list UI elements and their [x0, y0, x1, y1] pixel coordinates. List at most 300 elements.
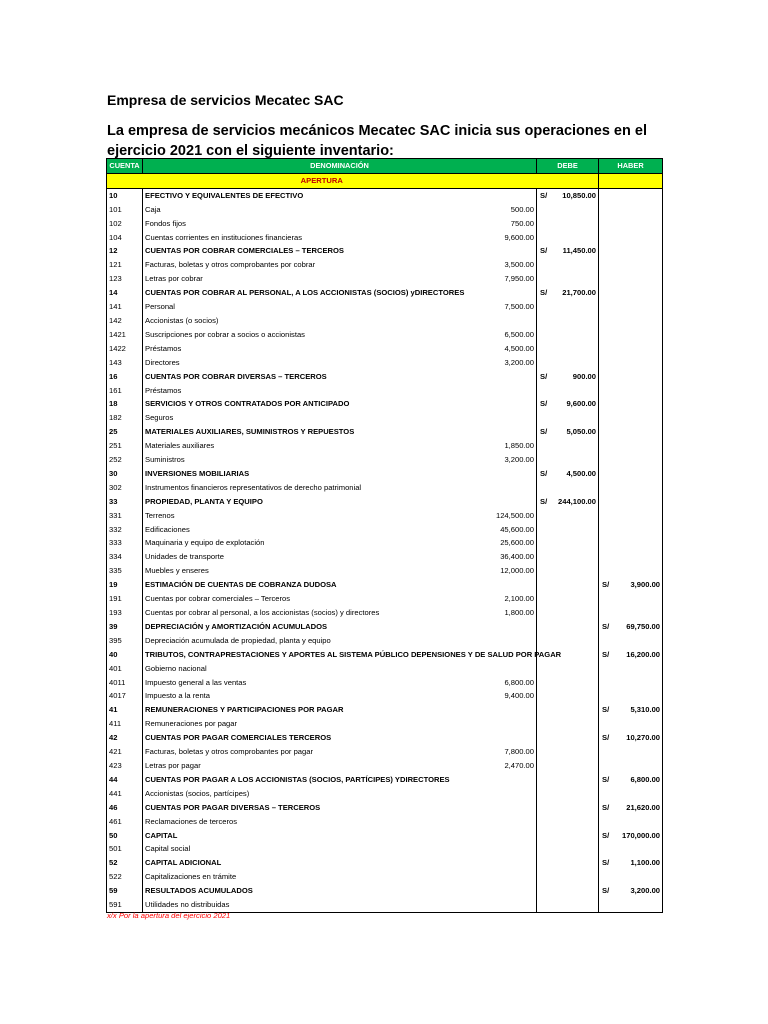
haber-currency: [599, 286, 615, 300]
debe-currency: [537, 703, 553, 717]
debe-currency: [537, 384, 553, 398]
account-code: 423: [107, 759, 143, 773]
account-code: 4017: [107, 689, 143, 703]
haber-currency: [599, 244, 615, 258]
subaccount-row: [107, 717, 663, 731]
header-debe: DEBE: [537, 159, 599, 174]
account-name: Seguros: [143, 411, 437, 425]
subaccount-row: [107, 523, 663, 537]
subaccount-amount: [437, 314, 537, 328]
haber-currency: [599, 397, 615, 411]
account-name: Impuesto general a las ventas: [143, 676, 437, 690]
debe-currency: [537, 787, 553, 801]
subaccount-amount: [437, 634, 537, 648]
subaccount-row: [107, 634, 663, 648]
debe-amount: 21,700.00: [553, 286, 599, 300]
account-code: 104: [107, 231, 143, 245]
subaccount-amount: [437, 801, 537, 815]
account-name: CAPITAL: [143, 829, 437, 843]
debe-currency: S/: [537, 397, 553, 411]
haber-currency: [599, 425, 615, 439]
subaccount-amount: [437, 870, 537, 884]
subaccount-row: [107, 411, 663, 425]
opening-inventory-table: [106, 158, 663, 913]
debe-amount: [553, 856, 599, 870]
debe-currency: [537, 856, 553, 870]
haber-currency: S/: [599, 620, 615, 634]
debe-amount: [553, 884, 599, 898]
subaccount-amount: 9,600.00: [437, 231, 537, 245]
account-row: [107, 188, 663, 202]
debe-amount: [553, 258, 599, 272]
debe-amount: 244,100.00: [553, 495, 599, 509]
debe-amount: [553, 717, 599, 731]
debe-currency: S/: [537, 425, 553, 439]
account-name: Personal: [143, 300, 437, 314]
haber-currency: [599, 328, 615, 342]
debe-amount: 5,050.00: [553, 425, 599, 439]
account-row: [107, 397, 663, 411]
account-code: 52: [107, 856, 143, 870]
haber-amount: [615, 870, 663, 884]
debe-currency: [537, 606, 553, 620]
haber-amount: [615, 481, 663, 495]
subaccount-row: [107, 203, 663, 217]
debe-amount: [553, 536, 599, 550]
haber-currency: [599, 272, 615, 286]
subaccount-row: [107, 314, 663, 328]
subaccount-row: [107, 258, 663, 272]
haber-amount: [615, 384, 663, 398]
debe-amount: [553, 759, 599, 773]
debe-amount: [553, 870, 599, 884]
account-name: Impuesto a la renta: [143, 689, 437, 703]
subaccount-row: [107, 759, 663, 773]
account-name: ESTIMACIÓN DE CUENTAS DE COBRANZA DUDOSA: [143, 578, 437, 592]
haber-currency: [599, 314, 615, 328]
haber-amount: 21,620.00: [615, 801, 663, 815]
account-code: 182: [107, 411, 143, 425]
haber-currency: [599, 634, 615, 648]
account-code: 39: [107, 620, 143, 634]
debe-currency: [537, 884, 553, 898]
debe-amount: [553, 314, 599, 328]
account-row: [107, 703, 663, 717]
header-haber: HABER: [599, 159, 663, 174]
account-row: [107, 286, 663, 300]
debe-amount: 4,500.00: [553, 467, 599, 481]
subaccount-row: [107, 384, 663, 398]
account-code: 25: [107, 425, 143, 439]
debe-amount: [553, 689, 599, 703]
debe-currency: S/: [537, 188, 553, 202]
haber-currency: [599, 231, 615, 245]
haber-amount: [615, 745, 663, 759]
haber-currency: [599, 536, 615, 550]
account-name: Remuneraciones por pagar: [143, 717, 437, 731]
debe-amount: [553, 328, 599, 342]
account-code: 333: [107, 536, 143, 550]
subaccount-row: [107, 328, 663, 342]
haber-currency: [599, 870, 615, 884]
haber-amount: [615, 815, 663, 829]
apertura-haber-cell: [599, 173, 663, 188]
subaccount-row: [107, 536, 663, 550]
subaccount-amount: [437, 384, 537, 398]
account-code: 143: [107, 356, 143, 370]
debe-amount: [553, 662, 599, 676]
account-row: [107, 244, 663, 258]
debe-amount: [553, 523, 599, 537]
subaccount-row: [107, 689, 663, 703]
subaccount-row: [107, 231, 663, 245]
debe-amount: [553, 801, 599, 815]
debe-amount: [553, 787, 599, 801]
haber-currency: [599, 842, 615, 856]
account-code: 421: [107, 745, 143, 759]
account-code: 40: [107, 648, 143, 662]
haber-currency: [599, 356, 615, 370]
subaccount-row: [107, 870, 663, 884]
account-code: 395: [107, 634, 143, 648]
subaccount-amount: 45,600.00: [437, 523, 537, 537]
account-row: [107, 884, 663, 898]
haber-currency: [599, 258, 615, 272]
subaccount-row: [107, 217, 663, 231]
haber-amount: 69,750.00: [615, 620, 663, 634]
account-code: 12: [107, 244, 143, 258]
haber-amount: [615, 411, 663, 425]
account-name: Accionistas (o socios): [143, 314, 437, 328]
debe-currency: [537, 439, 553, 453]
haber-amount: 3,900.00: [615, 578, 663, 592]
haber-currency: [599, 342, 615, 356]
account-name: Suministros: [143, 453, 437, 467]
subaccount-amount: 124,500.00: [437, 509, 537, 523]
debe-currency: [537, 411, 553, 425]
account-name: CAPITAL ADICIONAL: [143, 856, 437, 870]
subaccount-amount: 2,100.00: [437, 592, 537, 606]
debe-amount: [553, 439, 599, 453]
debe-currency: [537, 356, 553, 370]
haber-amount: [615, 676, 663, 690]
haber-amount: [615, 453, 663, 467]
haber-currency: [599, 759, 615, 773]
subaccount-amount: [437, 815, 537, 829]
haber-amount: [615, 425, 663, 439]
haber-amount: [615, 550, 663, 564]
haber-amount: 16,200.00: [615, 648, 663, 662]
account-code: 501: [107, 842, 143, 856]
account-name: Cuentas corrientes en instituciones financieras: [143, 231, 437, 245]
debe-currency: [537, 203, 553, 217]
account-row: [107, 578, 663, 592]
account-code: 33: [107, 495, 143, 509]
debe-currency: [537, 689, 553, 703]
account-name: Instrumentos financieros representativos de derecho patrimonial: [143, 481, 437, 495]
haber-amount: [615, 203, 663, 217]
subaccount-row: [107, 564, 663, 578]
account-name: MATERIALES AUXILIARES, SUMINISTROS Y REPUESTOS: [143, 425, 437, 439]
haber-amount: [615, 314, 663, 328]
subaccount-row: [107, 606, 663, 620]
account-code: 401: [107, 662, 143, 676]
haber-amount: [615, 606, 663, 620]
account-code: 41: [107, 703, 143, 717]
subaccount-amount: [437, 467, 537, 481]
haber-amount: [615, 231, 663, 245]
subaccount-amount: 3,500.00: [437, 258, 537, 272]
subaccount-amount: [437, 884, 537, 898]
account-code: 42: [107, 731, 143, 745]
account-row: [107, 801, 663, 815]
debe-currency: [537, 745, 553, 759]
account-name: Capitalizaciones en trámite: [143, 870, 437, 884]
haber-currency: S/: [599, 829, 615, 843]
haber-amount: [615, 286, 663, 300]
debe-currency: [537, 676, 553, 690]
haber-amount: [615, 759, 663, 773]
debe-currency: [537, 314, 553, 328]
debe-currency: [537, 342, 553, 356]
haber-currency: [599, 509, 615, 523]
account-code: 46: [107, 801, 143, 815]
account-row: [107, 467, 663, 481]
haber-amount: [615, 495, 663, 509]
debe-currency: [537, 898, 553, 912]
haber-currency: [599, 467, 615, 481]
debe-amount: [553, 384, 599, 398]
subaccount-row: [107, 356, 663, 370]
account-name: Directores: [143, 356, 437, 370]
account-code: 411: [107, 717, 143, 731]
account-code: 18: [107, 397, 143, 411]
haber-currency: [599, 453, 615, 467]
haber-amount: [615, 592, 663, 606]
account-name: Facturas, boletas y otros comprobantes por cobrar: [143, 258, 437, 272]
account-name: Facturas, boletas y otros comprobantes por pagar: [143, 745, 437, 759]
account-name: Cuentas por cobrar comerciales – Terceros: [143, 592, 437, 606]
debe-amount: [553, 217, 599, 231]
debe-amount: 10,850.00: [553, 188, 599, 202]
header-denominacion: DENOMINACIÓN: [143, 159, 537, 174]
haber-amount: [615, 842, 663, 856]
haber-amount: 3,200.00: [615, 884, 663, 898]
debe-amount: [553, 231, 599, 245]
debe-currency: [537, 815, 553, 829]
account-name: Caja: [143, 203, 437, 217]
account-name: Materiales auxiliares: [143, 439, 437, 453]
account-name: CUENTAS POR PAGAR COMERCIALES TERCEROS: [143, 731, 437, 745]
account-code: 193: [107, 606, 143, 620]
debe-currency: [537, 453, 553, 467]
haber-currency: [599, 217, 615, 231]
subaccount-row: [107, 745, 663, 759]
account-name: CUENTAS POR COBRAR COMERCIALES – TERCEROS: [143, 244, 437, 258]
debe-currency: S/: [537, 467, 553, 481]
account-code: 44: [107, 773, 143, 787]
debe-amount: [553, 342, 599, 356]
document-title: Empresa de servicios Mecatec SAC: [107, 92, 344, 108]
subaccount-amount: [437, 717, 537, 731]
subaccount-row: [107, 676, 663, 690]
debe-currency: [537, 481, 553, 495]
account-row: [107, 856, 663, 870]
account-name: REMUNERACIONES Y PARTICIPACIONES POR PAGAR: [143, 703, 437, 717]
account-code: 522: [107, 870, 143, 884]
account-code: 161: [107, 384, 143, 398]
haber-amount: [615, 342, 663, 356]
haber-currency: [599, 495, 615, 509]
account-row: [107, 495, 663, 509]
haber-currency: [599, 384, 615, 398]
haber-amount: [615, 397, 663, 411]
subaccount-amount: 7,800.00: [437, 745, 537, 759]
haber-currency: [599, 717, 615, 731]
haber-currency: S/: [599, 578, 615, 592]
account-code: 121: [107, 258, 143, 272]
subaccount-amount: [437, 662, 537, 676]
account-name: Muebles y enseres: [143, 564, 437, 578]
table-header-row: [107, 159, 663, 174]
account-row: [107, 370, 663, 384]
subaccount-amount: [437, 842, 537, 856]
debe-currency: S/: [537, 370, 553, 384]
subaccount-amount: [437, 495, 537, 509]
haber-currency: S/: [599, 703, 615, 717]
account-row: [107, 648, 663, 662]
debe-amount: [553, 411, 599, 425]
haber-amount: 10,270.00: [615, 731, 663, 745]
subaccount-row: [107, 342, 663, 356]
account-name: CUENTAS POR COBRAR AL PERSONAL, A LOS ACCIONISTAS (SOCIOS) yDIRECTORES: [143, 286, 437, 300]
subaccount-row: [107, 481, 663, 495]
haber-currency: [599, 203, 615, 217]
debe-currency: [537, 328, 553, 342]
account-name: Maquinaria y equipo de explotación: [143, 536, 437, 550]
subaccount-row: [107, 662, 663, 676]
debe-amount: [553, 745, 599, 759]
account-name: Cuentas por cobrar al personal, a los accionistas (socios) y directores: [143, 606, 437, 620]
subaccount-amount: [437, 773, 537, 787]
haber-amount: [615, 467, 663, 481]
haber-currency: [599, 523, 615, 537]
debe-currency: [537, 272, 553, 286]
account-code: 30: [107, 467, 143, 481]
debe-amount: [553, 815, 599, 829]
subaccount-amount: 6,500.00: [437, 328, 537, 342]
haber-amount: [615, 244, 663, 258]
account-code: 251: [107, 439, 143, 453]
haber-currency: [599, 662, 615, 676]
subaccount-row: [107, 272, 663, 286]
subaccount-row: [107, 815, 663, 829]
haber-amount: [615, 898, 663, 912]
haber-amount: [615, 370, 663, 384]
debe-amount: [553, 606, 599, 620]
account-name: Letras por cobrar: [143, 272, 437, 286]
account-code: 591: [107, 898, 143, 912]
account-code: 335: [107, 564, 143, 578]
debe-amount: [553, 203, 599, 217]
account-name: Préstamos: [143, 342, 437, 356]
subaccount-amount: 1,800.00: [437, 606, 537, 620]
subaccount-amount: [437, 188, 537, 202]
debe-currency: S/: [537, 244, 553, 258]
subaccount-amount: 4,500.00: [437, 342, 537, 356]
haber-amount: [615, 509, 663, 523]
account-name: PROPIEDAD, PLANTA Y EQUIPO: [143, 495, 437, 509]
debe-amount: [553, 703, 599, 717]
subaccount-amount: 6,800.00: [437, 676, 537, 690]
debe-currency: [537, 870, 553, 884]
account-code: 302: [107, 481, 143, 495]
debe-amount: [553, 773, 599, 787]
account-code: 101: [107, 203, 143, 217]
account-name: Reclamaciones de terceros: [143, 815, 437, 829]
debe-currency: [537, 217, 553, 231]
haber-amount: [615, 356, 663, 370]
debe-currency: [537, 578, 553, 592]
haber-currency: [599, 676, 615, 690]
haber-amount: 5,310.00: [615, 703, 663, 717]
debe-amount: 900.00: [553, 370, 599, 384]
subaccount-amount: [437, 829, 537, 843]
debe-currency: [537, 523, 553, 537]
subaccount-amount: 1,850.00: [437, 439, 537, 453]
account-name: Depreciación acumulada de propiedad, planta y equipo: [143, 634, 437, 648]
apertura-debe-cell: [537, 173, 599, 188]
account-row: [107, 620, 663, 634]
debe-amount: [553, 620, 599, 634]
debe-currency: [537, 717, 553, 731]
account-name: TRIBUTOS, CONTRAPRESTACIONES Y APORTES AL SISTEMA PÚBLICO DEPENSIONES Y DE SALUD POR PAGAR: [143, 648, 437, 662]
account-name: Fondos fijos: [143, 217, 437, 231]
account-code: 334: [107, 550, 143, 564]
entry-note: x/x Por la apertura del ejercicio 2021: [107, 911, 231, 920]
account-name: DEPRECIACIÓN y AMORTIZACIÓN ACUMULADOS: [143, 620, 437, 634]
subaccount-amount: 9,400.00: [437, 689, 537, 703]
debe-currency: S/: [537, 286, 553, 300]
debe-currency: [537, 801, 553, 815]
haber-amount: [615, 272, 663, 286]
debe-currency: [537, 829, 553, 843]
debe-currency: [537, 620, 553, 634]
subaccount-amount: 7,950.00: [437, 272, 537, 286]
debe-amount: [553, 272, 599, 286]
haber-amount: [615, 564, 663, 578]
haber-currency: [599, 689, 615, 703]
haber-amount: [615, 662, 663, 676]
debe-amount: [553, 634, 599, 648]
debe-currency: [537, 634, 553, 648]
apertura-row: [107, 173, 663, 188]
haber-currency: S/: [599, 856, 615, 870]
subaccount-amount: [437, 856, 537, 870]
haber-currency: [599, 439, 615, 453]
debe-amount: [553, 300, 599, 314]
subaccount-amount: [437, 411, 537, 425]
haber-currency: S/: [599, 773, 615, 787]
subaccount-row: [107, 509, 663, 523]
debe-amount: [553, 842, 599, 856]
debe-currency: S/: [537, 495, 553, 509]
debe-currency: [537, 231, 553, 245]
account-code: 1422: [107, 342, 143, 356]
account-code: 331: [107, 509, 143, 523]
debe-amount: [553, 481, 599, 495]
account-code: 14: [107, 286, 143, 300]
